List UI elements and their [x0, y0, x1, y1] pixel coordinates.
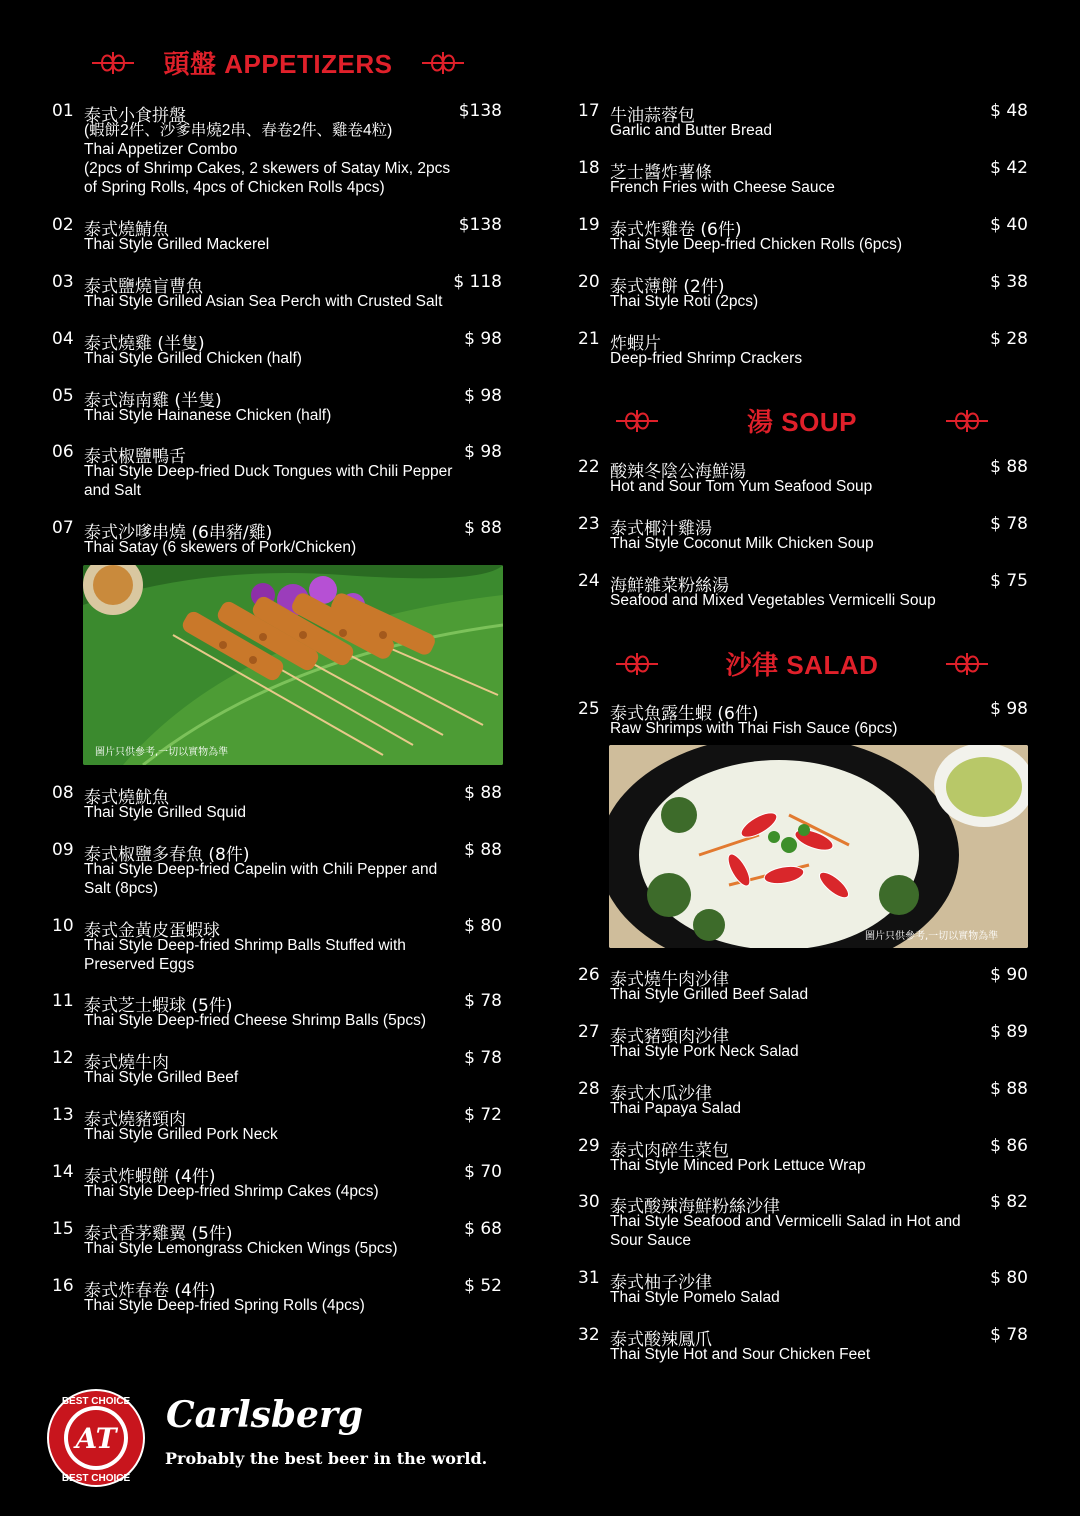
- item-price: $ 75: [990, 571, 1028, 591]
- item-number: 21: [578, 329, 600, 349]
- item-name-english: Deep-fried Shrimp Crackers: [610, 350, 803, 367]
- item-number: 04: [52, 329, 74, 349]
- item-price: $ 38: [990, 272, 1028, 292]
- item-name-english: Thai Style Deep-fried Duck Tongues with Chili Pepper and Salt: [84, 463, 453, 499]
- item-name-chinese: 泰式芝士蝦球 (5件): [84, 996, 233, 1016]
- item-name-chinese: 泰式沙嗲串燒 (6串豬/雞): [84, 523, 273, 543]
- item-number: 13: [52, 1105, 74, 1125]
- ornament-icon: [944, 649, 990, 679]
- item-name-english: Thai Style Grilled Chicken (half): [84, 350, 302, 367]
- item-name-chinese: 泰式炸春卷 (4件): [84, 1281, 216, 1301]
- item-name-chinese: 牛油蒜蓉包: [610, 106, 695, 126]
- item-price: $ 98: [464, 386, 502, 406]
- item-name-english: French Fries with Cheese Sauce: [610, 179, 835, 196]
- item-name-chinese: 泰式柚子沙律: [610, 1273, 712, 1293]
- item-name-chinese: 芝士醬炸薯條: [610, 163, 712, 183]
- item-name-english: Thai Style Hainanese Chicken (half): [84, 407, 332, 424]
- item-name-chinese: 泰式香茅雞翼 (5件): [84, 1224, 233, 1244]
- item-name-english: Thai Style Coconut Milk Chicken Soup: [610, 535, 874, 552]
- item-number: 16: [52, 1276, 74, 1296]
- item-name-chinese: 泰式燒魷魚: [84, 788, 169, 808]
- item-name-english: Thai Style Grilled Beef Salad: [610, 986, 809, 1003]
- item-price: $ 80: [990, 1268, 1028, 1288]
- item-name-english: Thai Style Deep-fried Capelin with Chili Pepper and Salt (8pcs): [84, 861, 438, 897]
- item-name-chinese: 泰式豬頸肉沙律: [610, 1027, 729, 1047]
- item-name-english: Thai Style Roti (2pcs): [610, 293, 759, 310]
- item-name-english: Raw Shrimps with Thai Fish Sauce (6pcs): [610, 720, 898, 737]
- item-name-chinese: 泰式木瓜沙律: [610, 1084, 712, 1104]
- item-number: 03: [52, 272, 74, 292]
- item-price: $ 88: [464, 840, 502, 860]
- badge-initials: AT: [75, 1422, 117, 1455]
- item-name-chinese: 泰式酸辣鳳爪: [610, 1330, 712, 1350]
- item-price: $ 80: [464, 916, 502, 936]
- item-name-english: Thai Style Deep-fried Spring Rolls (4pcs): [84, 1297, 365, 1314]
- item-number: 31: [578, 1268, 600, 1288]
- item-number: 29: [578, 1136, 600, 1156]
- item-number: 02: [52, 215, 74, 235]
- salad-title: 沙律 SALAD: [725, 649, 879, 680]
- item-name-chinese: 海鮮雜菜粉絲湯: [610, 576, 729, 596]
- item-price: $ 28: [990, 329, 1028, 349]
- item-number: 27: [578, 1022, 600, 1042]
- item-name-chinese: 泰式酸辣海鮮粉絲沙律: [610, 1197, 780, 1217]
- item-price: $ 40: [990, 215, 1028, 235]
- item-number: 19: [578, 215, 600, 235]
- ornament-icon: [420, 48, 466, 78]
- item-number: 10: [52, 916, 74, 936]
- item-name-chinese: 炸蝦片: [610, 334, 661, 354]
- item-price: $ 68: [464, 1219, 502, 1239]
- badge-text-top: BEST CHOICE: [61, 1396, 131, 1407]
- item-name-chinese: 泰式椰汁雞湯: [610, 519, 712, 539]
- item-number: 32: [578, 1325, 600, 1345]
- item-number: 23: [578, 514, 600, 534]
- item-name-chinese: 酸辣冬陰公海鮮湯: [610, 462, 746, 482]
- item-name-chinese: 泰式炸雞卷 (6件): [610, 220, 742, 240]
- item-number: 06: [52, 442, 74, 462]
- item-price: $ 88: [990, 457, 1028, 477]
- item-price: $138: [458, 215, 502, 235]
- item-number: 08: [52, 783, 74, 803]
- item-name-chinese: 泰式魚露生蝦 (6件): [610, 704, 759, 724]
- salad-header: [614, 643, 990, 683]
- item-name-english: Thai Style Hot and Sour Chicken Feet: [610, 1346, 871, 1363]
- ornament-icon: [614, 649, 660, 679]
- item-name-chinese: 泰式海南雞 (半隻): [84, 391, 222, 411]
- item-name-english: Thai Style Grilled Pork Neck: [84, 1126, 278, 1143]
- item-name-english: Thai Style Pork Neck Salad: [610, 1043, 799, 1060]
- item-price: $ 52: [464, 1276, 502, 1296]
- carlsberg-logo: Carlsberg: [166, 1394, 364, 1436]
- badge-text-bottom: BEST CHOICE: [61, 1473, 131, 1484]
- item-name-english: Thai Style Grilled Asian Sea Perch with Crusted Salt: [84, 293, 443, 310]
- item-name-english: Thai Style Pomelo Salad: [610, 1289, 780, 1306]
- item-number: 24: [578, 571, 600, 591]
- soup-header: [614, 400, 990, 440]
- item-price: $ 78: [990, 514, 1028, 534]
- item-name-chinese: 泰式炸蝦餅 (4件): [84, 1167, 216, 1187]
- item-name-english: Thai Style Minced Pork Lettuce Wrap: [610, 1157, 866, 1174]
- item-price: $ 42: [990, 158, 1028, 178]
- item-name-english: Thai Papaya Salad: [610, 1100, 741, 1117]
- item-number: 17: [578, 101, 600, 121]
- item-number: 07: [52, 518, 74, 538]
- satay-photo: [83, 565, 503, 765]
- item-price: $ 78: [990, 1325, 1028, 1345]
- item-price: $ 98: [464, 329, 502, 349]
- item-price: $ 118: [453, 272, 502, 292]
- item-name-english: Thai Style Grilled Squid: [84, 804, 246, 821]
- item-name-english: Thai Style Seafood and Vermicelli Salad in Hot and Sour Sauce: [610, 1213, 961, 1249]
- item-price: $ 90: [990, 965, 1028, 985]
- item-number: 15: [52, 1219, 74, 1239]
- item-name-english: Thai Style Deep-fried Chicken Rolls (6pcs): [610, 236, 903, 253]
- item-number: 14: [52, 1162, 74, 1182]
- item-number: 20: [578, 272, 600, 292]
- item-price: $ 88: [464, 518, 502, 538]
- ornament-icon: [614, 406, 660, 436]
- item-number: 26: [578, 965, 600, 985]
- item-price: $ 78: [464, 991, 502, 1011]
- item-name-english: Thai Style Lemongrass Chicken Wings (5pcs): [84, 1240, 398, 1257]
- item-price: $ 89: [990, 1022, 1028, 1042]
- item-price: $ 88: [990, 1079, 1028, 1099]
- item-name-chinese: 泰式鹽燒盲曹魚: [84, 277, 203, 297]
- item-name-chinese: 泰式金黃皮蛋蝦球: [84, 921, 220, 941]
- item-name-chinese: 泰式燒豬頸肉: [84, 1110, 186, 1130]
- item-name-chinese: 泰式肉碎生菜包: [610, 1141, 729, 1161]
- item-number: 09: [52, 840, 74, 860]
- item-name-english: Thai Style Grilled Beef: [84, 1069, 239, 1086]
- item-price: $ 98: [464, 442, 502, 462]
- item-number: 18: [578, 158, 600, 178]
- item-number: 12: [52, 1048, 74, 1068]
- item-number: 25: [578, 699, 600, 719]
- item-name-chinese: 泰式燒牛肉: [84, 1053, 169, 1073]
- item-price: $138: [458, 101, 502, 121]
- item-name-chinese: 泰式薄餅 (2件): [610, 277, 725, 297]
- appetizers-header: [90, 42, 466, 82]
- item-name-english: Garlic and Butter Bread: [610, 122, 772, 139]
- item-price: $ 86: [990, 1136, 1028, 1156]
- item-number: 28: [578, 1079, 600, 1099]
- item-name-chinese: 泰式燒鯖魚: [84, 220, 169, 240]
- item-name-english: Thai Style Deep-fried Cheese Shrimp Balls (5pcs): [84, 1012, 426, 1029]
- item-price: $ 72: [464, 1105, 502, 1125]
- item-price: $ 48: [990, 101, 1028, 121]
- item-name-english: Thai Style Deep-fried Shrimp Balls Stuffed with Preserved Eggs: [84, 937, 406, 973]
- item-price: $ 88: [464, 783, 502, 803]
- item-price: $ 98: [990, 699, 1028, 719]
- item-number: 22: [578, 457, 600, 477]
- photo-disclaimer: 圖片只供參考,一切以實物為準: [865, 931, 999, 942]
- item-number: 11: [52, 991, 74, 1011]
- item-name-chinese: 泰式小食拼盤: [84, 106, 186, 126]
- soup-title: 湯 SOUP: [747, 406, 857, 437]
- item-name-english: Thai Satay (6 skewers of Pork/Chicken): [84, 539, 357, 556]
- ornament-icon: [944, 406, 990, 436]
- item-price: $ 82: [990, 1192, 1028, 1212]
- item-number: 01: [52, 101, 74, 121]
- item-price: $ 70: [464, 1162, 502, 1182]
- carlsberg-slogan: Probably the best beer in the world.: [165, 1449, 488, 1468]
- item-name-english: Seafood and Mixed Vegetables Vermicelli Soup: [610, 592, 936, 609]
- item-number: 05: [52, 386, 74, 406]
- best-choice-badge-logo: [46, 1388, 146, 1488]
- item-name-chinese: 泰式燒雞 (半隻): [84, 334, 205, 354]
- item-name-chinese: 泰式椒鹽多春魚 (8件): [84, 845, 250, 865]
- ornament-icon: [90, 48, 136, 78]
- item-name-english: Thai Style Grilled Mackerel: [84, 236, 270, 253]
- item-name-english: Hot and Sour Tom Yum Seafood Soup: [610, 478, 873, 495]
- shrimp-salad-photo: [609, 745, 1028, 948]
- photo-disclaimer: 圖片只供參考,一切以實物為準: [95, 747, 229, 758]
- item-price: $ 78: [464, 1048, 502, 1068]
- item-number: 30: [578, 1192, 600, 1212]
- appetizers-title: 頭盤 APPETIZERS: [163, 48, 393, 79]
- item-name-english: (蝦餅2件、沙爹串燒2串、春卷2件、雞卷4粒) Thai Appetizer Combo (2pcs of Shrimp Cakes, 2 skewers of Satay Mix, 2pcs of Spring Rolls, 4pcs of Chicken Rolls 4pcs): [84, 122, 451, 196]
- item-name-chinese: 泰式椒鹽鴨舌: [84, 447, 186, 467]
- item-name-chinese: 泰式燒牛肉沙律: [610, 970, 729, 990]
- item-name-english: Thai Style Deep-fried Shrimp Cakes (4pcs): [84, 1183, 379, 1200]
